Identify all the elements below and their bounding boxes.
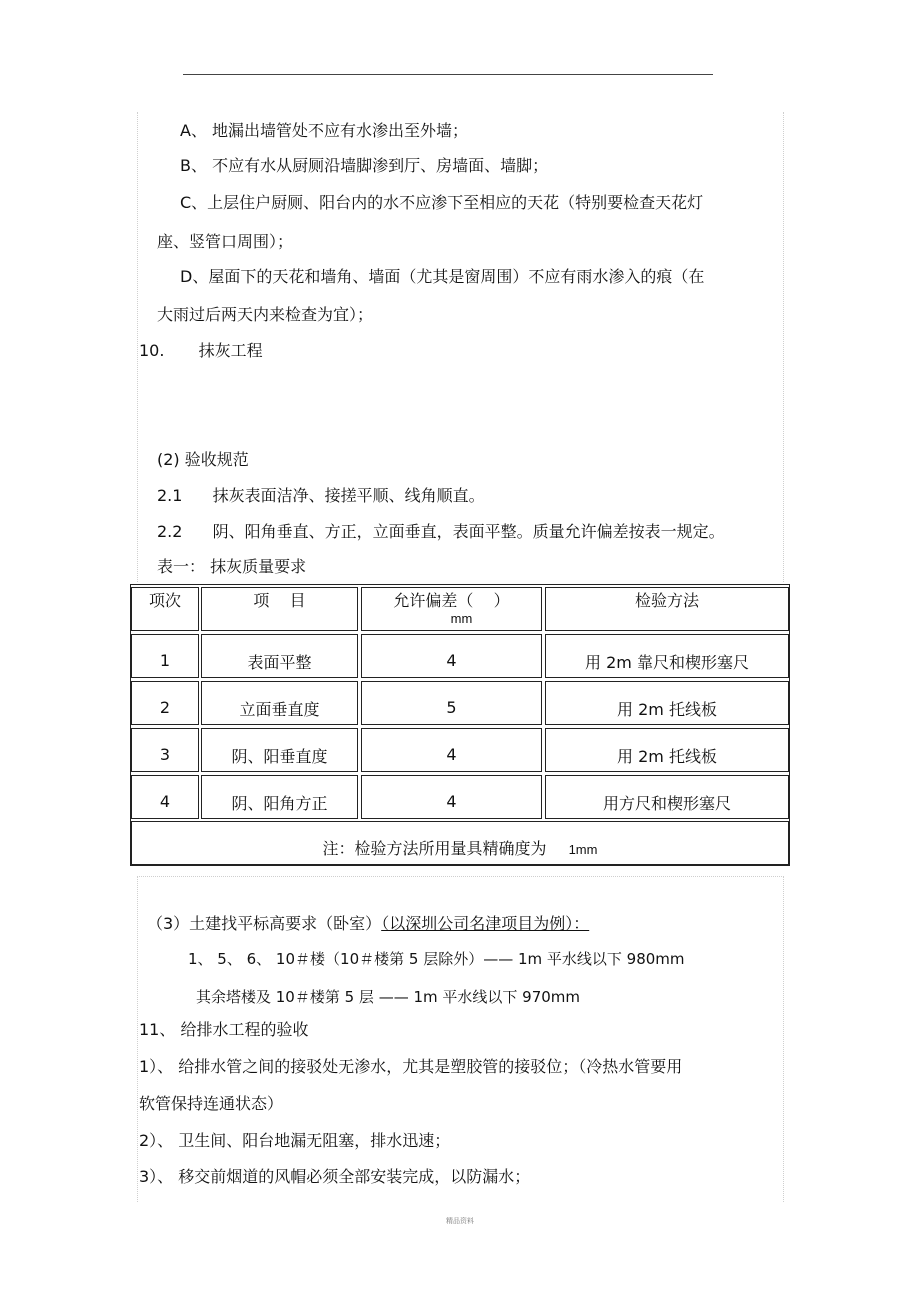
header-tolerance-unit: mm [450, 611, 473, 626]
row-4-no: 4 [159, 792, 171, 811]
spec-heading: (2) 验收规范 [157, 450, 249, 469]
section-11-item-2: 2）、 卫生间、阳台地漏无阻塞，排水迅速； [139, 1131, 451, 1150]
row-4-method-cell [545, 775, 789, 819]
row-1-method: 用 2m 靠尺和楔形塞尺 [585, 653, 749, 672]
row-1-tol: 4 [446, 651, 457, 670]
header-method: 检验方法 [634, 591, 699, 610]
leveling-line-2: 其余塔楼及 10＃楼第 5 层 —— 1m 平水线以下 970mm [196, 988, 581, 1006]
header-tolerance: 允许偏差（ ） [393, 591, 510, 610]
spec-item-2 [157, 522, 725, 542]
row-4-item: 阴、阳角方正 [231, 794, 328, 813]
header-no: 项次 [148, 591, 181, 610]
row-3-no: 3 [159, 745, 171, 764]
spec-item-1-number: 2.1 [157, 486, 183, 505]
row-1-no: 1 [159, 651, 171, 670]
table-row [131, 634, 199, 678]
table-row [131, 681, 199, 725]
item-d-cont: 大雨过后两天内来检查为宜）； [157, 305, 374, 324]
leveling-heading-example: （以深圳公司名津项目为例）： [381, 914, 590, 933]
row-2-item-cell [201, 681, 358, 725]
header-no-cell [131, 587, 199, 631]
section-11-item-1-cont: 软管保持连通状态） [139, 1094, 284, 1113]
row-4-tol: 4 [446, 792, 457, 811]
leveling-line-1: 1、 5、 6、 10＃楼（10＃楼第 5 层除外）—— 1m 平水线以下 980mm [188, 950, 685, 968]
row-1-item-cell [201, 634, 358, 678]
row-1-tol-cell [361, 634, 542, 678]
table-caption: 表一： 抹灰质量要求 [157, 557, 307, 576]
table-note: 注：检验方法所用量具精确度为 [322, 839, 547, 858]
section-10-heading [139, 341, 263, 361]
section-11-item-3: 3）、 移交前烟道的风帽必须全部安装完成，以防漏水； [139, 1167, 531, 1186]
item-c: C、上层住户厨厕、阳台内的水不应渗下至相应的天花（特别要检查天花灯 [180, 193, 704, 212]
leveling-heading [147, 914, 609, 934]
row-2-tol: 5 [446, 698, 457, 717]
leveling-heading-plain: （3）土建找平标高要求（卧室） [147, 914, 382, 933]
row-2-tol-cell [361, 681, 542, 725]
table-row [131, 728, 199, 772]
row-3-item: 阴、阳垂直度 [231, 747, 328, 766]
spec-item-1-text: 抹灰表面洁净、接搓平顺、线角顺直。 [212, 486, 485, 505]
item-a: A、 地漏出墙管处不应有水渗出至外墙； [180, 121, 469, 140]
spec-item-1 [157, 486, 485, 506]
row-3-item-cell [201, 728, 358, 772]
section-10-number: 10. [139, 341, 165, 360]
header-rule [183, 74, 713, 75]
row-3-method: 用 2m 托线板 [617, 747, 717, 766]
item-b: B、 不应有水从厨厕沿墙脚渗到厅、房墙面、墙脚； [180, 156, 549, 175]
item-d: D、屋面下的天花和墙角、墙面（尤其是窗周围）不应有雨水渗入的痕（在 [180, 267, 705, 286]
row-4-method: 用方尺和楔形塞尺 [602, 794, 731, 813]
section-11-item-1: 1）、 给排水管之间的接驳处无渗水，尤其是塑胶管的接驳位；（冷热水管要用 [139, 1057, 683, 1076]
table-note-unit: 1mm [568, 842, 598, 857]
header-method-cell [545, 587, 789, 631]
header-item: 项 目 [253, 591, 306, 610]
row-2-method: 用 2m 托线板 [617, 700, 717, 719]
row-1-method-cell [545, 634, 789, 678]
spec-item-2-text: 阴、阳角垂直、方正，立面垂直，表面平整。质量允许偏差按表一规定。 [212, 522, 725, 541]
table-row [131, 775, 199, 819]
row-1-item: 表面平整 [247, 653, 312, 672]
section-10-title: 抹灰工程 [198, 341, 263, 360]
row-2-item: 立面垂直度 [239, 700, 320, 719]
item-c-cont: 座、竖管口周围）； [157, 232, 294, 251]
row-3-tol-cell [361, 728, 542, 772]
row-4-tol-cell [361, 775, 542, 819]
row-4-item-cell [201, 775, 358, 819]
row-3-method-cell [545, 728, 789, 772]
row-2-no: 2 [159, 698, 171, 717]
section-11-heading: 11、 给排水工程的验收 [139, 1020, 309, 1039]
table-note-row [131, 821, 789, 865]
spec-item-2-number: 2.2 [157, 522, 183, 541]
table-note-line [132, 836, 788, 859]
header-tolerance-cell [361, 587, 542, 631]
header-item-cell [201, 587, 358, 631]
row-3-tol: 4 [446, 745, 457, 764]
page-footer: 精品资料 [446, 1217, 474, 1225]
row-2-method-cell [545, 681, 789, 725]
